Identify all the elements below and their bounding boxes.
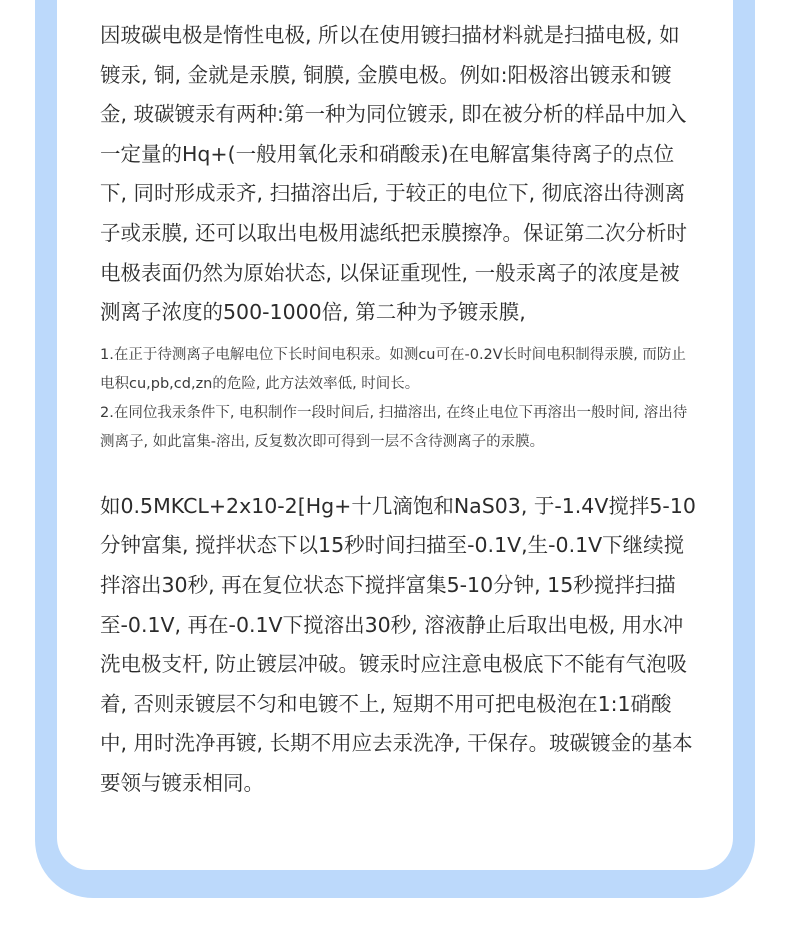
notes-list xyxy=(100,341,696,457)
paragraph-2: 如0.5MKCL+2x10-2[Hg+十几滴饱和NaS03, 于-1.4V搅拌5-10分钟富集, 搅拌状态下以15秒时间扫描至-0.1V,生-0.1V下继续搅拌溶出30秒, 再在复位状态下搅拌富集5-10分钟, 15秒搅拌扫描至-0.1V, 再在-0.1V下搅溶出30秒, 溶液静止后取出电极, 用水冲洗电极支杆, 防止镀层冲破。镀汞时应注意电极底下不能有气泡吸着, 否则汞镀层不匀和电镀不上, 短期不用可把电极泡在1:1硝酸中, 用时洗净再镀, 长期不用应去汞洗净, 干保存。玻碳镀金的基本要领与镀汞相同。 xyxy=(100,493,696,795)
note-2: 2.在同位我汞条件下, 电积制作一段时间后, 扫描溶出, 在终止电位下再溶出一般时间, 溶出待测离子, 如此富集-溶出, 反复数次即可得到一层不含待测离子的汞膜。 xyxy=(100,404,688,450)
paragraph-1: 因玻碳电极是惰性电极, 所以在使用镀扫描材料就是扫描电极, 如镀汞, 铜, 金就是汞膜, 铜膜, 金膜电极。例如:阳极溶出镀汞和镀金, 玻碳镀汞有两种:第一种为同位镀汞, 即在被分析的样品中加入一定量的Hq+(一般用氧化汞和硝酸汞)在电解富集待离子的点位下, 同时形成汞齐, 扫描溶出后, 于较正的电位下, 彻底溶出待测离子或汞膜, 还可以取出电极用滤纸把汞膜擦净。保证第二次分析时电极表面仍然为原始状态, 以保证重现性, 一般汞离子的浓度是被测离子浓度的500-1000倍, 第二种为予镀汞膜, xyxy=(100,23,688,325)
article-body xyxy=(100,16,696,804)
note-1: 1.在正于待测离子电解电位下长时间电积汞。如测cu可在-0.2V长时间电积制得汞膜, 而防止电积cu,pb,cd,zn的危险, 此方法效率低, 时间长。 xyxy=(100,346,686,392)
